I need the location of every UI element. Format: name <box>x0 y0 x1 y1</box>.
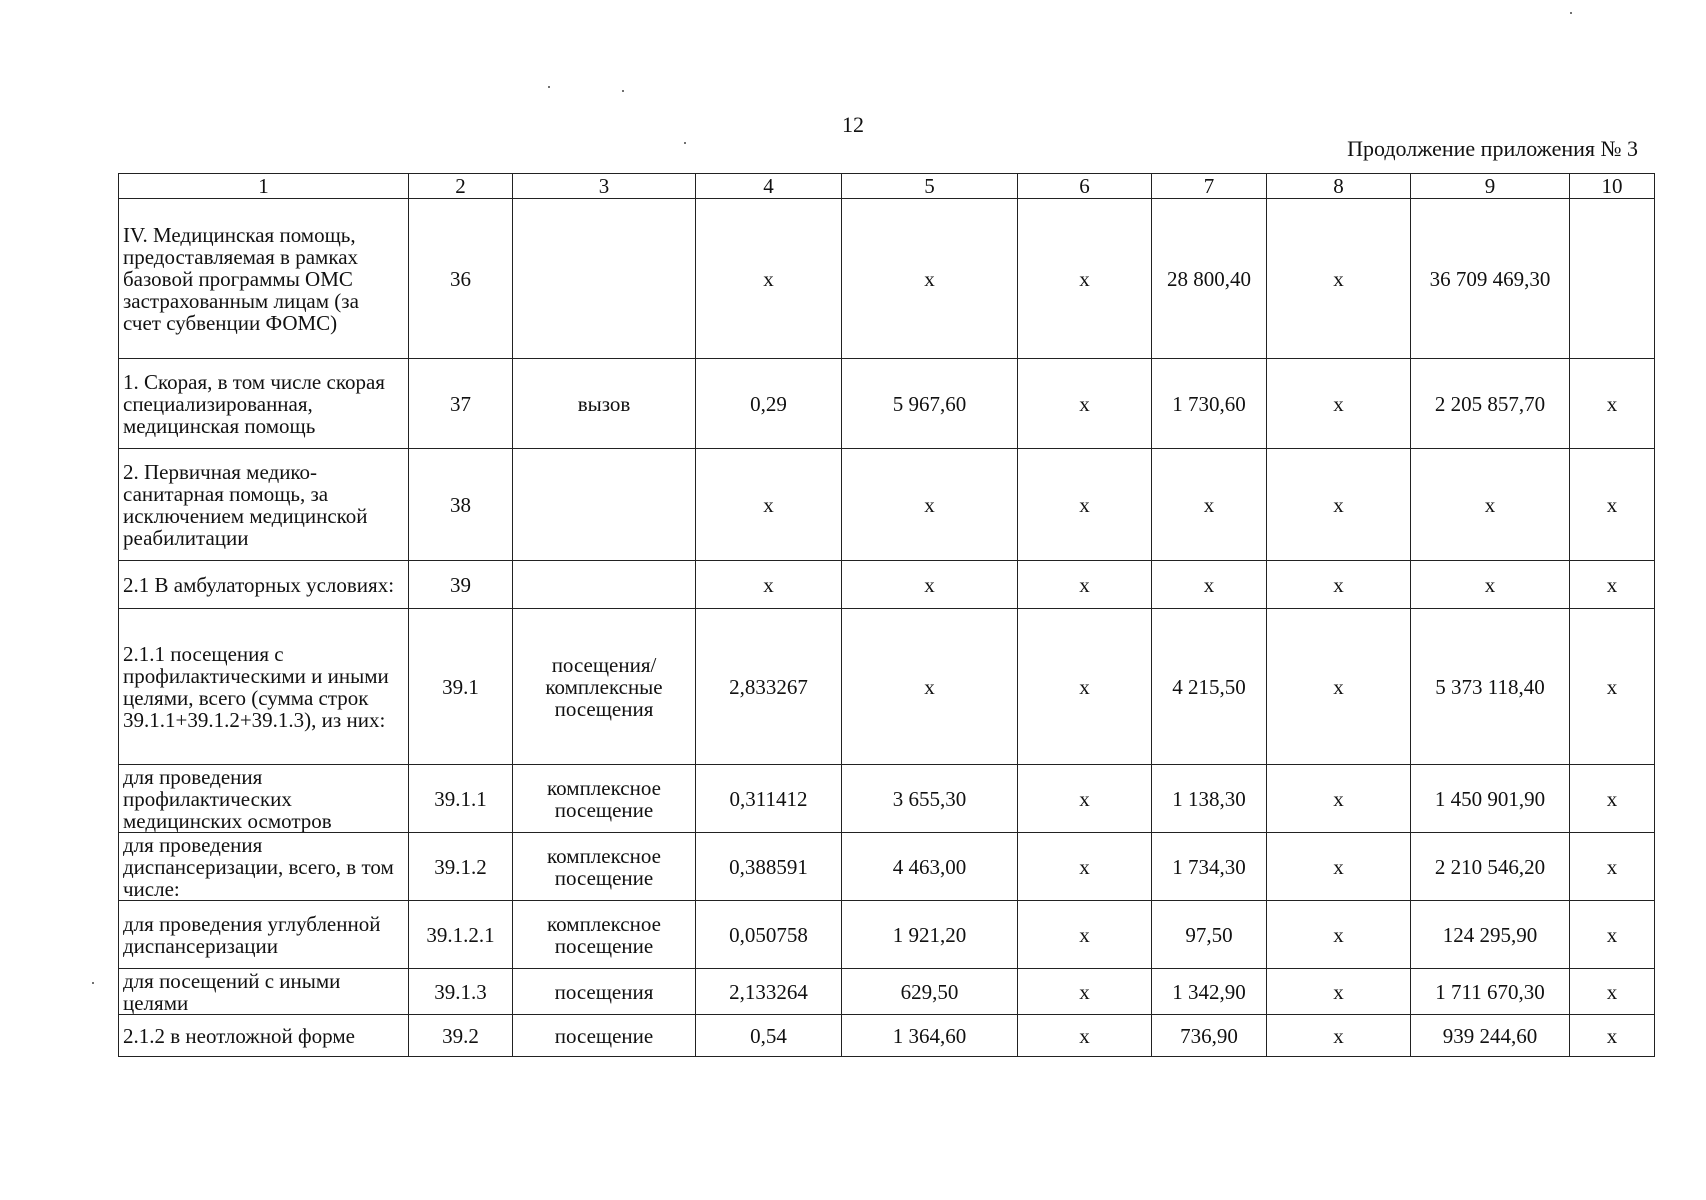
value-cell-9: 36 709 469,30 <box>1411 199 1570 359</box>
column-header: 6 <box>1018 174 1152 199</box>
value-cell-5: 4 463,00 <box>842 833 1018 901</box>
row-name-cell: 1. Скорая, в том числе скорая специализированная, медицинская помощь <box>119 359 409 449</box>
table-row <box>119 609 1655 765</box>
scan-speck <box>548 86 550 88</box>
value-cell-4: x <box>696 561 842 609</box>
table-row <box>119 449 1655 561</box>
value-cell-7: 1 734,30 <box>1152 833 1267 901</box>
value-cell-5: x <box>842 449 1018 561</box>
column-header: 2 <box>409 174 513 199</box>
value-cell-4: x <box>696 199 842 359</box>
column-header: 4 <box>696 174 842 199</box>
value-cell-9: 124 295,90 <box>1411 901 1570 969</box>
value-cell-9: 1 450 901,90 <box>1411 765 1570 833</box>
value-cell-4: 0,050758 <box>696 901 842 969</box>
value-cell-6: x <box>1018 901 1152 969</box>
value-cell-8: x <box>1267 969 1411 1015</box>
column-header: 5 <box>842 174 1018 199</box>
value-cell-10: x <box>1570 969 1655 1015</box>
table-row <box>119 833 1655 901</box>
scan-speck <box>684 142 686 144</box>
value-cell-9: 1 711 670,30 <box>1411 969 1570 1015</box>
value-cell-6: x <box>1018 765 1152 833</box>
column-header: 10 <box>1570 174 1655 199</box>
value-cell-5: 1 364,60 <box>842 1015 1018 1057</box>
line-number-cell: 37 <box>409 359 513 449</box>
value-cell-10: x <box>1570 1015 1655 1057</box>
value-cell-9: 2 210 546,20 <box>1411 833 1570 901</box>
value-cell-10: x <box>1570 359 1655 449</box>
unit-cell: посещения <box>513 969 696 1015</box>
value-cell-7: 1 138,30 <box>1152 765 1267 833</box>
value-cell-7: 97,50 <box>1152 901 1267 969</box>
line-number-cell: 39.1.2 <box>409 833 513 901</box>
table-row <box>119 765 1655 833</box>
value-cell-5: x <box>842 561 1018 609</box>
value-cell-8: x <box>1267 449 1411 561</box>
value-cell-4: 0,311412 <box>696 765 842 833</box>
line-number-cell: 38 <box>409 449 513 561</box>
unit-cell <box>513 449 696 561</box>
value-cell-8: x <box>1267 561 1411 609</box>
value-cell-5: x <box>842 609 1018 765</box>
row-name-cell: для посещений с иными целями <box>119 969 409 1015</box>
value-cell-4: x <box>696 449 842 561</box>
value-cell-5: 629,50 <box>842 969 1018 1015</box>
scan-speck <box>622 90 624 92</box>
row-name-cell: IV. Медицинская помощь, предоставляемая в рамках базовой программы ОМС застрахованным лицам (за счет субвенции ФОМС) <box>119 199 409 359</box>
header-row <box>119 174 1655 199</box>
unit-cell: комплексное посещение <box>513 901 696 969</box>
value-cell-7: 1 730,60 <box>1152 359 1267 449</box>
line-number-cell: 39.1 <box>409 609 513 765</box>
value-cell-7: x <box>1152 561 1267 609</box>
value-cell-10: x <box>1570 765 1655 833</box>
table-row <box>119 901 1655 969</box>
column-header: 7 <box>1152 174 1267 199</box>
value-cell-7: x <box>1152 449 1267 561</box>
value-cell-10 <box>1570 199 1655 359</box>
column-header: 1 <box>119 174 409 199</box>
appendix-continuation-label: Продолжение приложения № 3 <box>1347 136 1638 161</box>
row-name-cell: для проведения профилактических медицинских осмотров <box>119 765 409 833</box>
value-cell-10: x <box>1570 901 1655 969</box>
line-number-cell: 39.1.2.1 <box>409 901 513 969</box>
unit-cell <box>513 199 696 359</box>
row-name-cell: 2.1 В амбулаторных условиях: <box>119 561 409 609</box>
value-cell-6: x <box>1018 561 1152 609</box>
value-cell-6: x <box>1018 199 1152 359</box>
value-cell-4: 0,388591 <box>696 833 842 901</box>
value-cell-9: 5 373 118,40 <box>1411 609 1570 765</box>
value-cell-10: x <box>1570 833 1655 901</box>
value-cell-7: 736,90 <box>1152 1015 1267 1057</box>
row-name-cell: для проведения диспансеризации, всего, в том числе: <box>119 833 409 901</box>
value-cell-6: x <box>1018 449 1152 561</box>
table-row <box>119 1015 1655 1057</box>
value-cell-9: x <box>1411 449 1570 561</box>
value-cell-7: 1 342,90 <box>1152 969 1267 1015</box>
page-number: 12 <box>842 112 864 137</box>
value-cell-8: x <box>1267 359 1411 449</box>
value-cell-9: 939 244,60 <box>1411 1015 1570 1057</box>
value-cell-4: 0,29 <box>696 359 842 449</box>
unit-cell <box>513 561 696 609</box>
column-header: 9 <box>1411 174 1570 199</box>
value-cell-10: x <box>1570 561 1655 609</box>
unit-cell: посещение <box>513 1015 696 1057</box>
value-cell-8: x <box>1267 609 1411 765</box>
scan-speck <box>1570 12 1572 14</box>
value-cell-5: 1 921,20 <box>842 901 1018 969</box>
value-cell-6: x <box>1018 969 1152 1015</box>
line-number-cell: 39.1.1 <box>409 765 513 833</box>
row-name-cell: для проведения углубленной диспансеризации <box>119 901 409 969</box>
value-cell-4: 0,54 <box>696 1015 842 1057</box>
value-cell-9: 2 205 857,70 <box>1411 359 1570 449</box>
value-cell-5: 3 655,30 <box>842 765 1018 833</box>
table-row <box>119 969 1655 1015</box>
value-cell-7: 28 800,40 <box>1152 199 1267 359</box>
value-cell-6: x <box>1018 609 1152 765</box>
line-number-cell: 39 <box>409 561 513 609</box>
unit-cell: вызов <box>513 359 696 449</box>
line-number-cell: 39.1.3 <box>409 969 513 1015</box>
value-cell-8: x <box>1267 901 1411 969</box>
value-cell-8: x <box>1267 833 1411 901</box>
value-cell-9: x <box>1411 561 1570 609</box>
column-header: 8 <box>1267 174 1411 199</box>
row-name-cell: 2. Первичная медико-санитарная помощь, за исключением медицинской реабилитации <box>119 449 409 561</box>
line-number-cell: 39.2 <box>409 1015 513 1057</box>
unit-cell: посещения/комплексные посещения <box>513 609 696 765</box>
value-cell-7: 4 215,50 <box>1152 609 1267 765</box>
column-header: 3 <box>513 174 696 199</box>
value-cell-10: x <box>1570 449 1655 561</box>
value-cell-4: 2,133264 <box>696 969 842 1015</box>
value-cell-5: x <box>842 199 1018 359</box>
line-number-cell: 36 <box>409 199 513 359</box>
value-cell-10: x <box>1570 609 1655 765</box>
table-row <box>119 199 1655 359</box>
table-row <box>119 561 1655 609</box>
value-cell-6: x <box>1018 1015 1152 1057</box>
value-cell-5: 5 967,60 <box>842 359 1018 449</box>
row-name-cell: 2.1.2 в неотложной форме <box>119 1015 409 1057</box>
unit-cell: комплексное посещение <box>513 765 696 833</box>
unit-cell: комплексное посещение <box>513 833 696 901</box>
scan-speck <box>92 982 94 984</box>
value-cell-8: x <box>1267 199 1411 359</box>
value-cell-6: x <box>1018 359 1152 449</box>
financial-table <box>118 173 1655 1057</box>
value-cell-8: x <box>1267 1015 1411 1057</box>
value-cell-4: 2,833267 <box>696 609 842 765</box>
value-cell-6: x <box>1018 833 1152 901</box>
row-name-cell: 2.1.1 посещения с профилактическими и иными целями, всего (сумма строк 39.1.1+39.1.2+39.1.3), из них: <box>119 609 409 765</box>
table-row <box>119 359 1655 449</box>
value-cell-8: x <box>1267 765 1411 833</box>
